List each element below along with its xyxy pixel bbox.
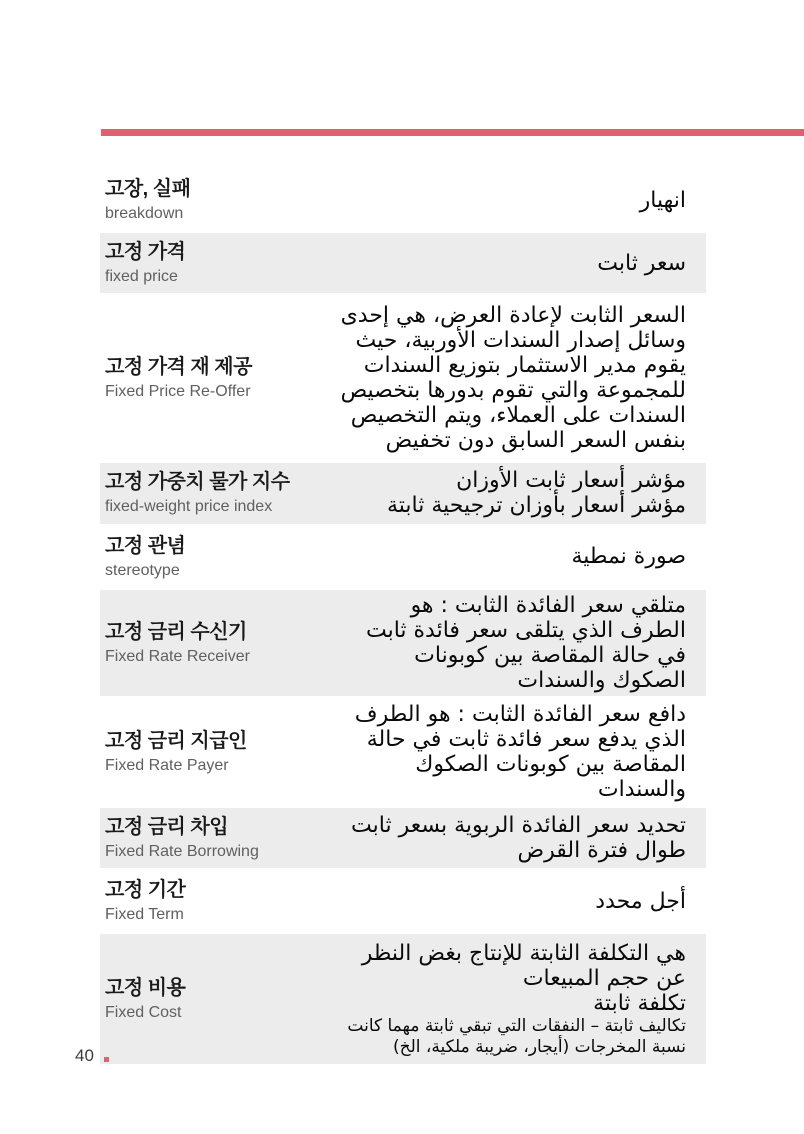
- arabic-definition: [305, 699, 706, 805]
- glossary-row: [100, 871, 706, 931]
- arabic-definition: [305, 590, 706, 696]
- arabic-line: دافع سعر الفائدة الثابت : هو الطرف: [354, 701, 686, 727]
- glossary-row: [100, 808, 706, 868]
- english-term: breakdown: [105, 205, 184, 222]
- term-cell: [100, 722, 305, 782]
- korean-term: 고장, 실패: [105, 178, 191, 200]
- arabic-definition: [305, 541, 706, 572]
- arabic-line: في حالة المقاصة بين كوبونات: [414, 642, 686, 668]
- arabic-line: نسبة المخرجات (أيجار، ضريبة ملكية، الخ): [392, 1036, 686, 1057]
- english-term: Fixed Rate Receiver: [105, 647, 250, 665]
- arabic-line: هي التكلفة الثابتة للإنتاج بغض النظر: [361, 940, 686, 966]
- arabic-line: الطرف الذي يتلقى سعر فائدة ثابت: [365, 617, 686, 643]
- term-cell: [100, 613, 305, 673]
- arabic-line: صورة نمطية: [571, 544, 686, 570]
- arabic-line: بنفس السعر السابق دون تخفيض: [385, 428, 686, 454]
- term-cell: [100, 170, 305, 230]
- arabic-line: وسائل إصدار السندات الأوربية، حيث: [355, 328, 686, 354]
- term-cell: [100, 348, 305, 408]
- arabic-line: والسندات: [597, 776, 686, 802]
- english-term: Fixed Term: [105, 905, 184, 923]
- page-footer: [75, 1046, 109, 1066]
- arabic-line: متلقي سعر الفائدة الثابت : هو: [410, 592, 686, 618]
- term-cell: [100, 463, 305, 523]
- korean-term: 고정 금리 수신기: [105, 620, 247, 643]
- korean-term: 고정 가중치 물가 지수: [105, 471, 290, 494]
- arabic-line: انهيار: [639, 187, 686, 213]
- glossary-row: [100, 233, 706, 293]
- arabic-line: للمجموعة والتي تقوم بدورها بتخصيص: [340, 378, 686, 404]
- term-cell: [100, 527, 305, 587]
- english-term: Fixed Rate Borrowing: [105, 842, 259, 860]
- arabic-line: الصكوك والسندات: [517, 667, 686, 693]
- korean-term: 고정 관념: [105, 534, 186, 557]
- glossary-table: [100, 170, 706, 1067]
- term-cell: [100, 233, 305, 293]
- arabic-definition: [305, 248, 706, 279]
- arabic-line: تكلفة ثابتة: [593, 990, 686, 1016]
- english-term: Fixed Price Re-Offer: [105, 383, 251, 401]
- english-term: fixed price: [105, 268, 178, 286]
- page-number-dot: [104, 1057, 109, 1062]
- arabic-line: طوال فترة القرض: [517, 837, 686, 863]
- top-accent-rule: [101, 129, 804, 136]
- arabic-line: سعر ثابت: [597, 250, 686, 276]
- arabic-definition: [305, 465, 706, 521]
- english-term: Fixed Rate Payer: [105, 756, 229, 774]
- korean-term: 고정 가격 재 제공: [105, 356, 252, 379]
- term-cell: [100, 808, 305, 868]
- term-cell: [100, 871, 305, 931]
- arabic-line: مؤشر أسعار بأوزان ترجيحية ثابتة: [386, 493, 686, 519]
- glossary-row: [100, 296, 706, 460]
- arabic-line: يقوم مدير الاستثمار بتوزيع السندات: [363, 353, 686, 379]
- arabic-line: تحديد سعر الفائدة الربوية بسعر ثابت: [351, 812, 686, 838]
- arabic-line: السندات على العملاء، ويتم التخصيص: [350, 403, 686, 429]
- arabic-definition: [305, 886, 706, 917]
- arabic-definition: [305, 810, 706, 866]
- arabic-line: عن حجم المبيعات: [522, 965, 686, 991]
- arabic-line: المقاصة بين كوبونات الصكوك: [415, 751, 686, 777]
- arabic-definition: [305, 938, 706, 1061]
- glossary-row: [100, 934, 706, 1064]
- arabic-line: السعر الثابت لإعادة العرض، هي إحدى: [340, 303, 686, 329]
- page-number: 40: [75, 1046, 94, 1065]
- glossary-row: [100, 170, 706, 230]
- glossary-row: [100, 463, 706, 523]
- arabic-line: مؤشر أسعار ثابت الأوزان: [456, 468, 686, 494]
- arabic-definition: [305, 300, 706, 456]
- korean-term: 고정 비용: [105, 977, 186, 1000]
- arabic-definition: [305, 185, 706, 216]
- korean-term: 고정 금리 차입: [105, 815, 229, 838]
- arabic-line: تكاليف ثابتة – النفقات التي تبقي ثابتة مهما كانت: [347, 1015, 686, 1036]
- arabic-line: أجل محدد: [595, 888, 686, 914]
- term-cell: [100, 969, 305, 1029]
- english-term: Fixed Cost: [105, 1004, 182, 1022]
- glossary-row: [100, 590, 706, 696]
- english-term: fixed-weight price index: [105, 498, 273, 516]
- korean-term: 고정 기간: [105, 878, 186, 901]
- glossary-row: [100, 527, 706, 587]
- english-term: stereotype: [105, 561, 180, 579]
- korean-term: 고정 금리 지급인: [105, 729, 247, 752]
- glossary-row: [100, 699, 706, 805]
- korean-term: 고정 가격: [105, 241, 186, 264]
- arabic-line: الذي يدفع سعر فائدة ثابت في حالة: [366, 726, 686, 752]
